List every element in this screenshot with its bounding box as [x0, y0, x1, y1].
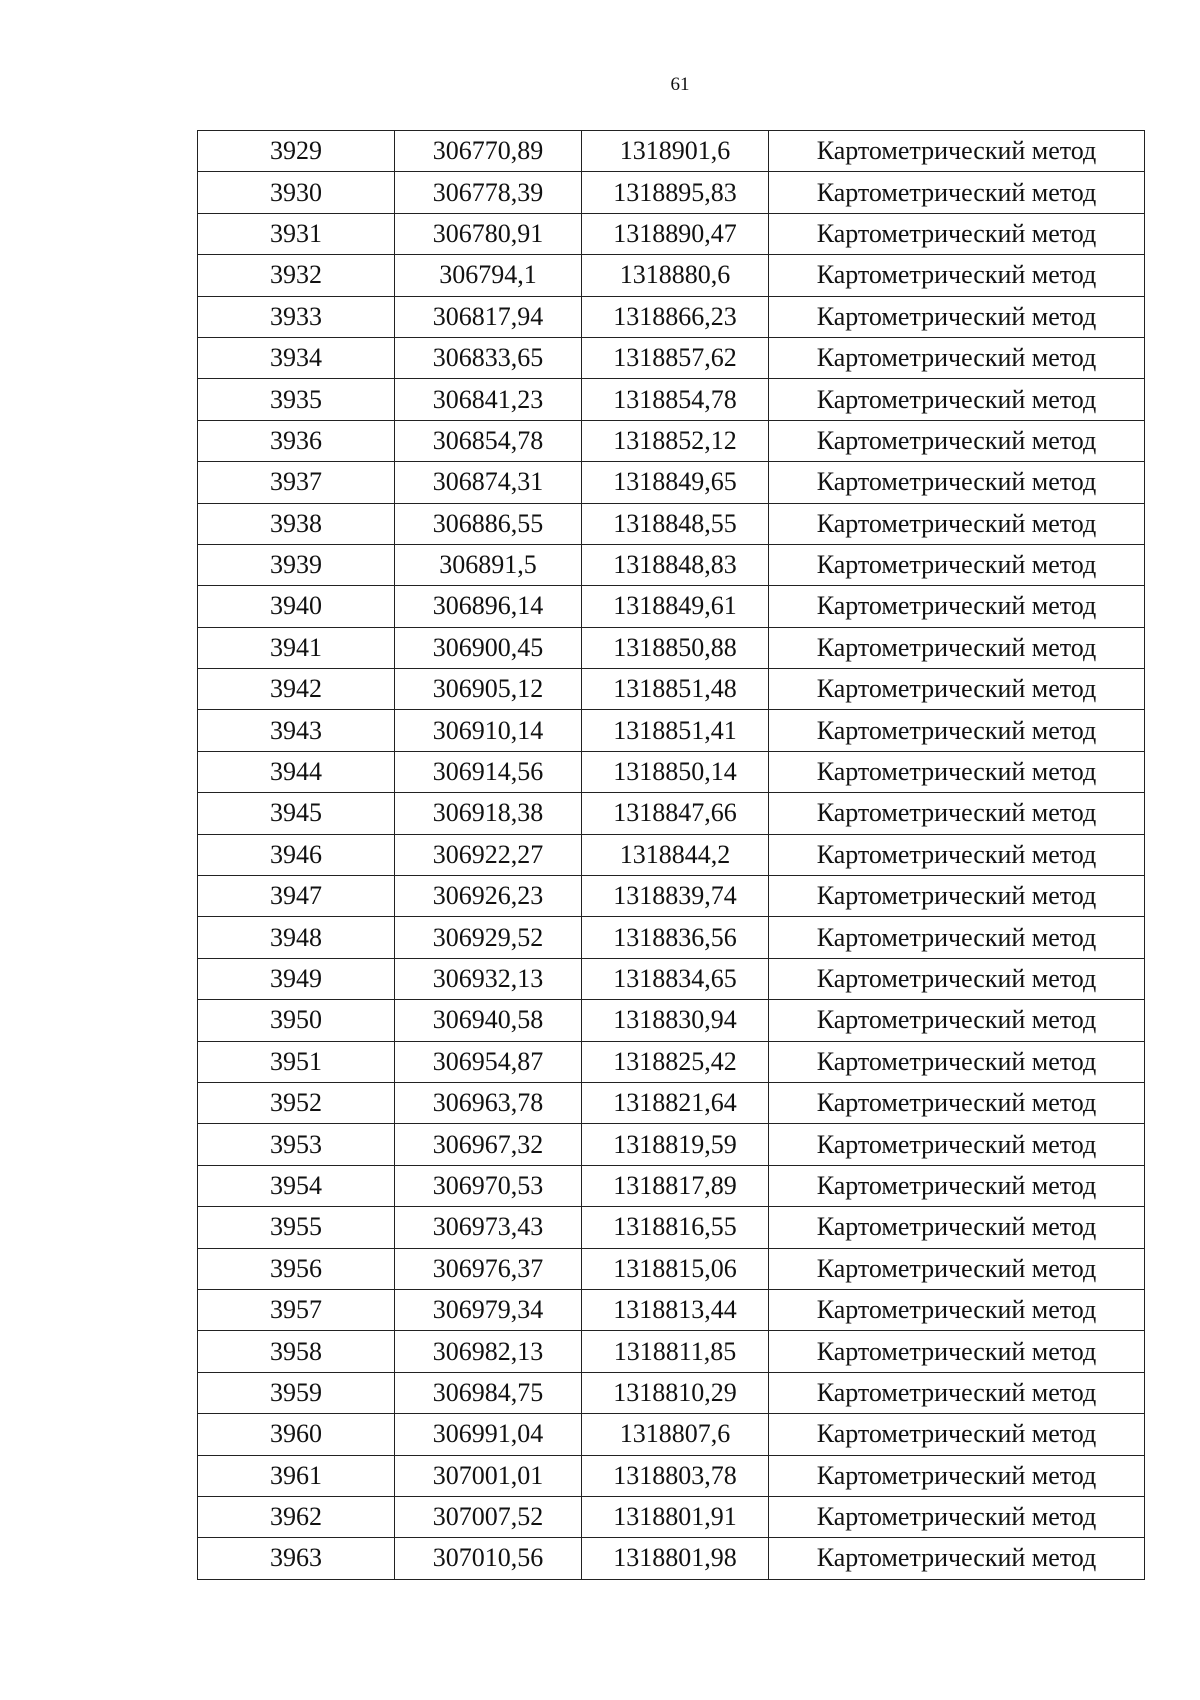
y-coordinate-cell: 1318851,41	[582, 710, 769, 751]
point-number-cell: 3933	[198, 296, 395, 337]
table-row	[198, 1207, 1145, 1248]
x-coordinate-cell: 306905,12	[395, 669, 582, 710]
table-row	[198, 1538, 1145, 1579]
x-coordinate-cell: 306833,65	[395, 337, 582, 378]
table-row	[198, 1331, 1145, 1372]
point-number-cell: 3945	[198, 793, 395, 834]
y-coordinate-cell: 1318813,44	[582, 1289, 769, 1330]
method-cell: Картометрический метод	[769, 669, 1145, 710]
y-coordinate-cell: 1318810,29	[582, 1372, 769, 1413]
method-cell: Картометрический метод	[769, 420, 1145, 461]
point-number-cell: 3948	[198, 917, 395, 958]
point-number-cell: 3940	[198, 586, 395, 627]
y-coordinate-cell: 1318895,83	[582, 172, 769, 213]
x-coordinate-cell: 306973,43	[395, 1207, 582, 1248]
table-row	[198, 710, 1145, 751]
x-coordinate-cell: 306891,5	[395, 544, 582, 585]
y-coordinate-cell: 1318830,94	[582, 1000, 769, 1041]
y-coordinate-cell: 1318850,88	[582, 627, 769, 668]
method-cell: Картометрический метод	[769, 1082, 1145, 1123]
table-row	[198, 255, 1145, 296]
x-coordinate-cell: 306886,55	[395, 503, 582, 544]
x-coordinate-cell: 306929,52	[395, 917, 582, 958]
y-coordinate-cell: 1318836,56	[582, 917, 769, 958]
method-cell: Картометрический метод	[769, 462, 1145, 503]
x-coordinate-cell: 306914,56	[395, 751, 582, 792]
x-coordinate-cell: 306794,1	[395, 255, 582, 296]
y-coordinate-cell: 1318816,55	[582, 1207, 769, 1248]
point-number-cell: 3947	[198, 876, 395, 917]
table-row	[198, 586, 1145, 627]
method-cell: Картометрический метод	[769, 876, 1145, 917]
x-coordinate-cell: 307001,01	[395, 1455, 582, 1496]
table-row	[198, 1455, 1145, 1496]
x-coordinate-cell: 306918,38	[395, 793, 582, 834]
y-coordinate-cell: 1318854,78	[582, 379, 769, 420]
point-number-cell: 3939	[198, 544, 395, 585]
y-coordinate-cell: 1318811,85	[582, 1331, 769, 1372]
point-number-cell: 3930	[198, 172, 395, 213]
table-row	[198, 1414, 1145, 1455]
point-number-cell: 3935	[198, 379, 395, 420]
y-coordinate-cell: 1318825,42	[582, 1041, 769, 1082]
point-number-cell: 3938	[198, 503, 395, 544]
y-coordinate-cell: 1318819,59	[582, 1124, 769, 1165]
point-number-cell: 3950	[198, 1000, 395, 1041]
table-row	[198, 1496, 1145, 1537]
point-number-cell: 3936	[198, 420, 395, 461]
method-cell: Картометрический метод	[769, 1538, 1145, 1579]
method-cell: Картометрический метод	[769, 1041, 1145, 1082]
method-cell: Картометрический метод	[769, 1455, 1145, 1496]
method-cell: Картометрический метод	[769, 1331, 1145, 1372]
point-number-cell: 3958	[198, 1331, 395, 1372]
method-cell: Картометрический метод	[769, 1289, 1145, 1330]
x-coordinate-cell: 306770,89	[395, 131, 582, 172]
table-row	[198, 337, 1145, 378]
method-cell: Картометрический метод	[769, 503, 1145, 544]
y-coordinate-cell: 1318834,65	[582, 958, 769, 999]
point-number-cell: 3955	[198, 1207, 395, 1248]
y-coordinate-cell: 1318815,06	[582, 1248, 769, 1289]
point-number-cell: 3937	[198, 462, 395, 503]
y-coordinate-cell: 1318848,55	[582, 503, 769, 544]
x-coordinate-cell: 306841,23	[395, 379, 582, 420]
method-cell: Картометрический метод	[769, 627, 1145, 668]
x-coordinate-cell: 306963,78	[395, 1082, 582, 1123]
method-cell: Картометрический метод	[769, 255, 1145, 296]
point-number-cell: 3949	[198, 958, 395, 999]
point-number-cell: 3957	[198, 1289, 395, 1330]
x-coordinate-cell: 306922,27	[395, 834, 582, 875]
table-row	[198, 172, 1145, 213]
point-number-cell: 3951	[198, 1041, 395, 1082]
method-cell: Картометрический метод	[769, 1496, 1145, 1537]
x-coordinate-cell: 306910,14	[395, 710, 582, 751]
point-number-cell: 3956	[198, 1248, 395, 1289]
point-number-cell: 3962	[198, 1496, 395, 1537]
point-number-cell: 3946	[198, 834, 395, 875]
y-coordinate-cell: 1318821,64	[582, 1082, 769, 1123]
point-number-cell: 3932	[198, 255, 395, 296]
y-coordinate-cell: 1318851,48	[582, 669, 769, 710]
coordinates-table-body	[198, 131, 1145, 1580]
method-cell: Картометрический метод	[769, 958, 1145, 999]
x-coordinate-cell: 306900,45	[395, 627, 582, 668]
method-cell: Картометрический метод	[769, 751, 1145, 792]
table-row	[198, 1165, 1145, 1206]
y-coordinate-cell: 1318801,91	[582, 1496, 769, 1537]
method-cell: Картометрический метод	[769, 1000, 1145, 1041]
method-cell: Картометрический метод	[769, 1207, 1145, 1248]
point-number-cell: 3929	[198, 131, 395, 172]
y-coordinate-cell: 1318880,6	[582, 255, 769, 296]
table-row	[198, 627, 1145, 668]
y-coordinate-cell: 1318801,98	[582, 1538, 769, 1579]
table-row	[198, 876, 1145, 917]
method-cell: Картометрический метод	[769, 1248, 1145, 1289]
table-row	[198, 1289, 1145, 1330]
y-coordinate-cell: 1318803,78	[582, 1455, 769, 1496]
method-cell: Картометрический метод	[769, 586, 1145, 627]
y-coordinate-cell: 1318850,14	[582, 751, 769, 792]
x-coordinate-cell: 306970,53	[395, 1165, 582, 1206]
method-cell: Картометрический метод	[769, 337, 1145, 378]
table-row	[198, 751, 1145, 792]
method-cell: Картометрический метод	[769, 296, 1145, 337]
x-coordinate-cell: 306976,37	[395, 1248, 582, 1289]
y-coordinate-cell: 1318866,23	[582, 296, 769, 337]
method-cell: Картометрический метод	[769, 917, 1145, 958]
table-row	[198, 544, 1145, 585]
method-cell: Картометрический метод	[769, 172, 1145, 213]
table-row	[198, 420, 1145, 461]
point-number-cell: 3931	[198, 213, 395, 254]
table-row	[198, 296, 1145, 337]
point-number-cell: 3944	[198, 751, 395, 792]
y-coordinate-cell: 1318849,61	[582, 586, 769, 627]
point-number-cell: 3952	[198, 1082, 395, 1123]
point-number-cell: 3960	[198, 1414, 395, 1455]
table-row	[198, 1124, 1145, 1165]
table-row	[198, 503, 1145, 544]
table-row	[198, 958, 1145, 999]
x-coordinate-cell: 307010,56	[395, 1538, 582, 1579]
table-row	[198, 1372, 1145, 1413]
method-cell: Картометрический метод	[769, 1165, 1145, 1206]
table-row	[198, 1000, 1145, 1041]
y-coordinate-cell: 1318852,12	[582, 420, 769, 461]
x-coordinate-cell: 306991,04	[395, 1414, 582, 1455]
table-row	[198, 917, 1145, 958]
y-coordinate-cell: 1318890,47	[582, 213, 769, 254]
x-coordinate-cell: 306954,87	[395, 1041, 582, 1082]
x-coordinate-cell: 306982,13	[395, 1331, 582, 1372]
method-cell: Картометрический метод	[769, 834, 1145, 875]
point-number-cell: 3963	[198, 1538, 395, 1579]
method-cell: Картометрический метод	[769, 544, 1145, 585]
x-coordinate-cell: 306979,34	[395, 1289, 582, 1330]
y-coordinate-cell: 1318807,6	[582, 1414, 769, 1455]
y-coordinate-cell: 1318817,89	[582, 1165, 769, 1206]
method-cell: Картометрический метод	[769, 710, 1145, 751]
x-coordinate-cell: 306896,14	[395, 586, 582, 627]
point-number-cell: 3934	[198, 337, 395, 378]
x-coordinate-cell: 306940,58	[395, 1000, 582, 1041]
method-cell: Картометрический метод	[769, 1124, 1145, 1165]
x-coordinate-cell: 306984,75	[395, 1372, 582, 1413]
point-number-cell: 3954	[198, 1165, 395, 1206]
table-row	[198, 1082, 1145, 1123]
method-cell: Картометрический метод	[769, 793, 1145, 834]
point-number-cell: 3959	[198, 1372, 395, 1413]
table-row	[198, 793, 1145, 834]
table-row	[198, 379, 1145, 420]
x-coordinate-cell: 306780,91	[395, 213, 582, 254]
table-row	[198, 669, 1145, 710]
table-row	[198, 462, 1145, 503]
y-coordinate-cell: 1318848,83	[582, 544, 769, 585]
table-row	[198, 131, 1145, 172]
y-coordinate-cell: 1318849,65	[582, 462, 769, 503]
point-number-cell: 3961	[198, 1455, 395, 1496]
y-coordinate-cell: 1318847,66	[582, 793, 769, 834]
table-row	[198, 1041, 1145, 1082]
x-coordinate-cell: 306874,31	[395, 462, 582, 503]
x-coordinate-cell: 306778,39	[395, 172, 582, 213]
point-number-cell: 3943	[198, 710, 395, 751]
method-cell: Картометрический метод	[769, 1372, 1145, 1413]
method-cell: Картометрический метод	[769, 1414, 1145, 1455]
x-coordinate-cell: 306817,94	[395, 296, 582, 337]
x-coordinate-cell: 306967,32	[395, 1124, 582, 1165]
x-coordinate-cell: 306926,23	[395, 876, 582, 917]
point-number-cell: 3953	[198, 1124, 395, 1165]
x-coordinate-cell: 306854,78	[395, 420, 582, 461]
method-cell: Картометрический метод	[769, 131, 1145, 172]
x-coordinate-cell: 307007,52	[395, 1496, 582, 1537]
point-number-cell: 3942	[198, 669, 395, 710]
y-coordinate-cell: 1318857,62	[582, 337, 769, 378]
x-coordinate-cell: 306932,13	[395, 958, 582, 999]
y-coordinate-cell: 1318839,74	[582, 876, 769, 917]
y-coordinate-cell: 1318901,6	[582, 131, 769, 172]
point-number-cell: 3941	[198, 627, 395, 668]
table-row	[198, 834, 1145, 875]
table-row	[198, 1248, 1145, 1289]
table-row	[198, 213, 1145, 254]
method-cell: Картометрический метод	[769, 379, 1145, 420]
coordinates-table	[197, 130, 1145, 1580]
method-cell: Картометрический метод	[769, 213, 1145, 254]
y-coordinate-cell: 1318844,2	[582, 834, 769, 875]
page-number: 61	[670, 74, 690, 95]
